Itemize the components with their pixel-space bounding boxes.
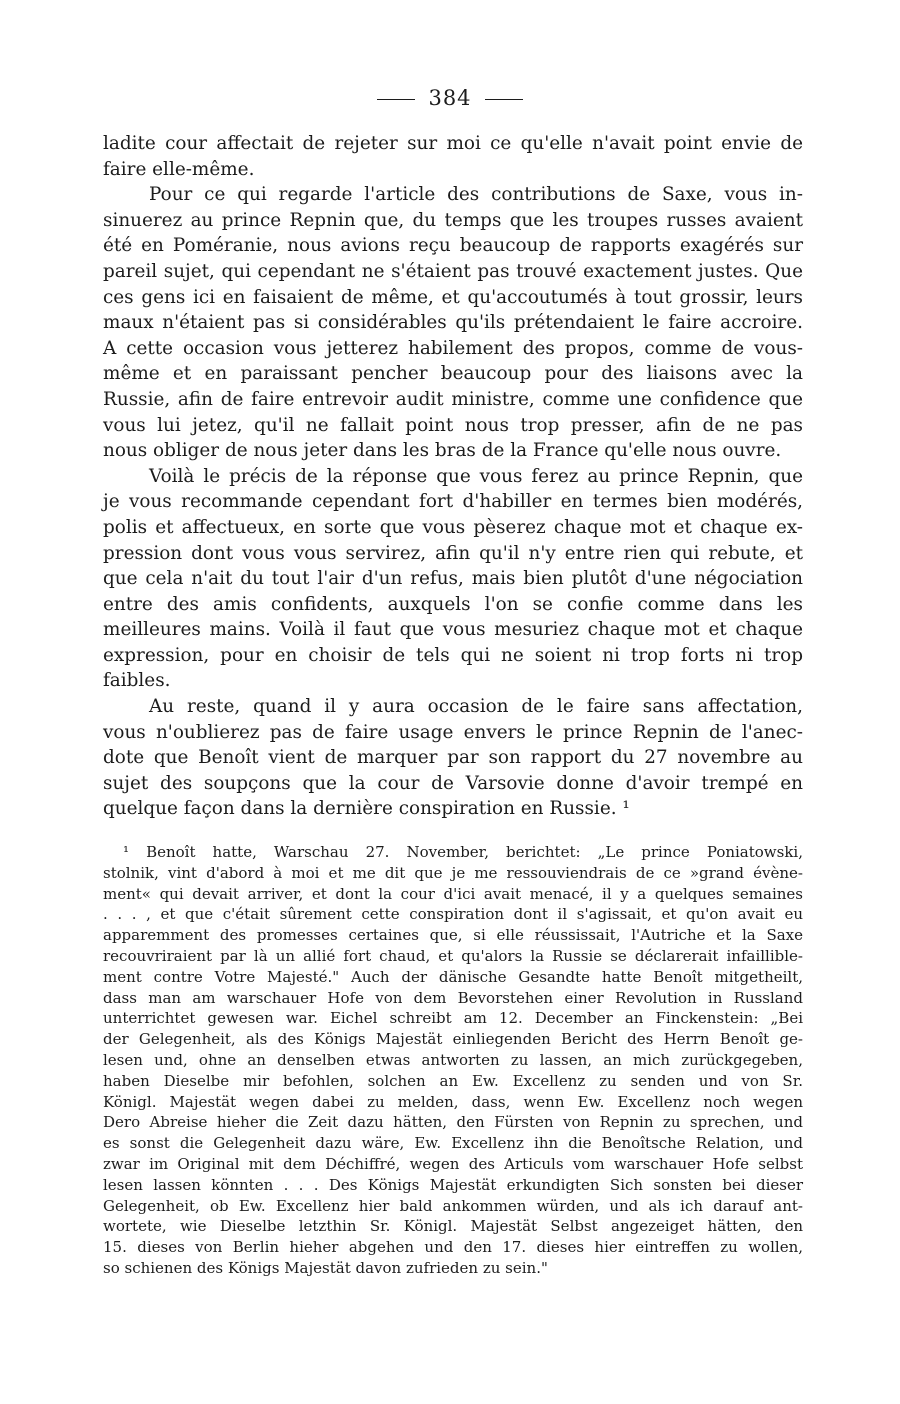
footnote-line: apparemment des promesses certaines que, si elle réussissait, l'Autriche et la Saxe — [103, 926, 803, 945]
text-line: expression, pour en choisir de tels qui ne soient ni trop forts ni trop — [103, 644, 803, 666]
page-header — [0, 86, 900, 110]
footnote-line: wortete, wie Dieselbe letzthin Sr. Königl. Majestät Selbst angezeiget hätten, den — [103, 1217, 803, 1236]
footnote-line: Dero Abreise hieher die Zeit dazu hätten, den Fürsten von Repnin zu sprechen, und — [103, 1113, 803, 1132]
text-line: ladite cour affectait de rejeter sur moi ce qu'elle n'avait point envie de — [103, 133, 803, 154]
header-rule-right — [485, 99, 523, 100]
text-line: quelque façon dans la dernière conspiration en Russie. ¹ — [103, 798, 630, 820]
page-number: 384 — [428, 86, 472, 110]
footnote-line: unterrichtet gewesen war. Eichel schreibt am 12. December an Finckenstein: „Bei — [103, 1009, 803, 1028]
header-rule-left — [377, 99, 415, 100]
text-line: polis et affectueux, en sorte que vous pèserez chaque mot et chaque ex- — [103, 516, 803, 538]
text-line: vous lui jetez, qu'il ne fallait point nous trop presser, afin de ne pas — [103, 414, 803, 436]
text-line: je vous recommande cependant fort d'habiller en termes bien modérés, — [103, 491, 803, 513]
text-line: Voilà le précis de la réponse que vous ferez au prince Repnin, que — [149, 465, 803, 487]
footnote-line: haben Dieselbe mir befohlen, solchen an Ew. Excellenz zu senden und von Sr. — [103, 1071, 803, 1090]
footnote-line: . . . , et que c'était sûrement cette conspiration dont il s'agissait, et qu'on avait eu — [103, 905, 803, 924]
text-line: dote que Benoît vient de marquer par son rapport du 27 novembre au — [103, 747, 803, 769]
footnote-line: ment contre Votre Majesté." Auch der dänische Gesandte hatte Benoît mitgetheilt, — [103, 967, 803, 986]
text-line: vous n'oublierez pas de faire usage envers le prince Repnin de l'anec- — [103, 721, 803, 743]
footnote-line: 15. dieses von Berlin hieher abgehen und den 17. dieses hier eintreffen zu wollen, — [103, 1238, 803, 1257]
text-line: A cette occasion vous jetterez habilement des propos, comme de vous- — [103, 337, 803, 359]
text-line: faibles. — [103, 670, 171, 692]
text-line: été en Poméranie, nous avions reçu beaucoup de rapports exagérés sur — [103, 235, 803, 257]
text-line: Russie, afin de faire entrevoir audit ministre, comme une confidence que — [103, 388, 803, 410]
text-line: sujet des soupçons que la cour de Varsovie donne d'avoir trempé en — [103, 772, 803, 794]
text-line: meilleures mains. Voilà il faut que vous mesuriez chaque mot et chaque — [103, 619, 803, 641]
footnote-line: lesen lassen könnten . . . Des Königs Majestät erkundigten Sich sonsten bei dieser — [103, 1175, 803, 1194]
text-line: que cela n'ait du tout l'air d'un refus, mais bien plutôt d'une négociation — [103, 568, 803, 590]
text-line: ces gens ici en faisaient de même, et qu'accoutumés à tout grossir, leurs — [103, 286, 803, 308]
footnote-line: zwar im Original mit dem Déchiffré, wegen des Articuls vom warschauer Hofe selbst — [103, 1154, 803, 1173]
footnote-line: so schienen des Königs Majestät davon zufrieden zu sein." — [103, 1258, 548, 1277]
footnote-line: ¹ Benoît hatte, Warschau 27. November, berichtet: „Le prince Poniatowski, — [123, 843, 803, 861]
text-line: entre des amis confidents, auxquels l'on se confie comme dans les — [103, 593, 803, 615]
footnote-line: der Gelegenheit, als des Königs Majestät einliegenden Bericht des Herrn Benoît ge- — [103, 1030, 803, 1049]
text-line: Au reste, quand il y aura occasion de le faire sans affectation, — [149, 696, 803, 718]
text-line: faire elle-même. — [103, 158, 255, 180]
footnote-line: recouvriraient par là un allié fort chaud, et qu'alors la Russie se déclarerait infaillible- — [103, 946, 803, 965]
text-line: même et en paraissant pencher beaucoup pour des liaisons avec la — [103, 363, 803, 385]
text-line: maux n'étaient pas si considérables qu'ils prétendaient le faire accroire. — [103, 312, 803, 334]
footnote-line: Gelegenheit, ob Ew. Excellenz hier bald ankommen würden, und als ich darauf ant- — [103, 1196, 803, 1215]
footnote — [103, 842, 803, 1279]
footnote-line: es sonst die Gelegenheit dazu wäre, Ew. Excellenz ihn die Benoîtsche Relation, und — [103, 1134, 803, 1153]
text-line: sinuerez au prince Repnin que, du temps que les troupes russes avaient — [103, 209, 803, 231]
footnote-line: lesen und, ohne an denselben etwas antworten zu lassen, an mich zurückgegeben, — [103, 1050, 803, 1069]
text-line: pression dont vous vous servirez, afin qu'il n'y entre rien qui rebute, et — [103, 542, 803, 564]
text-line: nous obliger de nous jeter dans les bras de la France qu'elle nous ouvre. — [103, 440, 782, 462]
footnote-line: dass man am warschauer Hofe von dem Bevorstehen einer Revolution in Russland — [103, 988, 803, 1007]
text-line: Pour ce qui regarde l'article des contributions de Saxe, vous in- — [149, 184, 803, 206]
footnote-line: Königl. Majestät wegen dabei zu melden, dass, wenn Ew. Excellenz noch wegen — [103, 1092, 803, 1111]
footnote-line: stolnik, vint d'abord à moi et me dit que je me ressouviendrais de ce »grand évène- — [103, 863, 803, 882]
main-text — [103, 131, 803, 822]
text-line: pareil sujet, qui cependant ne s'étaient pas trouvé exactement justes. Que — [103, 260, 803, 282]
footnote-line: ment« qui devait arriver, et dont la cour d'ici avait menacé, il y a quelques semaines — [103, 884, 803, 903]
